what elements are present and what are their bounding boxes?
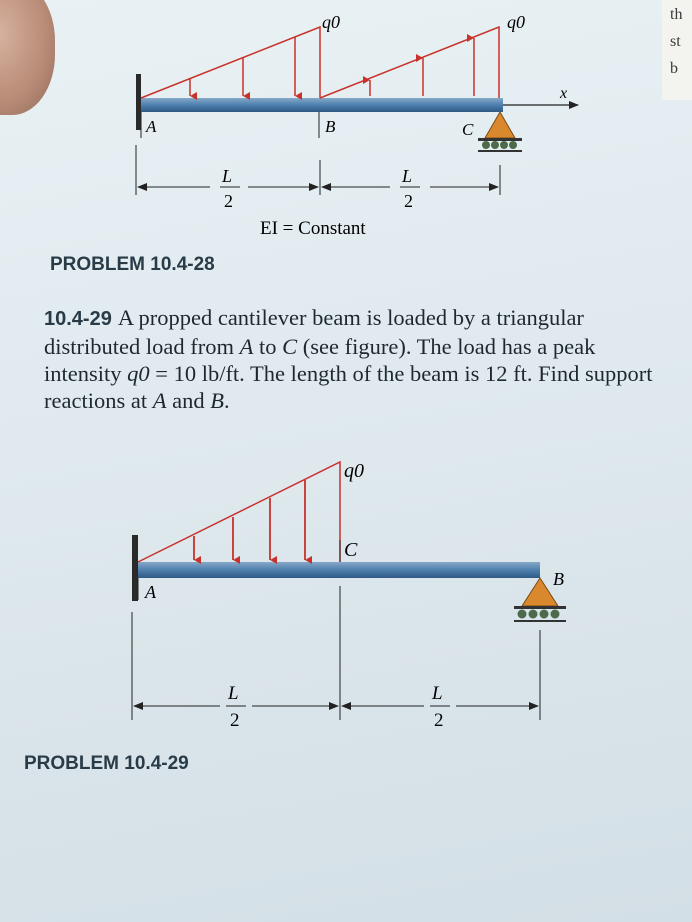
support-base (478, 138, 522, 141)
dim-label-l: L (222, 166, 233, 186)
point-label-a: A (145, 582, 156, 602)
edge-text-1: th (670, 6, 683, 23)
roller-icon (529, 610, 538, 619)
var-a: A (239, 334, 254, 359)
statement-text: to (253, 334, 283, 359)
problem-number: 10.4-29 (44, 308, 112, 330)
point-label-a: A (146, 117, 157, 136)
edge-text-2: st (670, 33, 681, 50)
roller-icon (540, 610, 549, 619)
var-a: A (152, 388, 167, 413)
roller-icon (500, 141, 508, 149)
fixed-wall-a (132, 535, 138, 601)
problem-29-label: PROBLEM 10.4-29 (24, 753, 189, 774)
roller-icon (509, 141, 517, 149)
statement-text: A propped cantilever beam is loaded by a triangular distributed load from (44, 305, 584, 359)
edge-text-3: b (670, 60, 678, 77)
var-q0: q0 (127, 361, 150, 386)
point-label-b: B (325, 117, 336, 136)
ei-constant-label: EI = Constant (260, 218, 366, 239)
load-triangle (138, 462, 340, 562)
problem-29-statement (44, 304, 664, 414)
support-ground (478, 150, 522, 152)
point-label-c: C (462, 120, 474, 139)
load-label-q0-right: q0 (507, 12, 525, 32)
dim-label-2: 2 (230, 710, 240, 731)
statement-text: . (223, 388, 230, 413)
statement-text: = 10 lb/ft. The length of the beam is 12 ft. Find support reactions at (44, 361, 653, 413)
point-label-b: B (553, 569, 564, 589)
load-label-q0-left: q0 (322, 12, 340, 32)
fixed-wall-a (136, 74, 141, 130)
support-base (514, 606, 566, 609)
roller-icon (491, 141, 499, 149)
dim-label-2: 2 (434, 710, 444, 731)
load-triangle-left (141, 27, 320, 98)
dim-label-2: 2 (404, 191, 413, 211)
roller-icon (482, 141, 490, 149)
load-triangle-right (320, 27, 499, 98)
var-c: C (282, 334, 298, 359)
roller-icon (518, 610, 527, 619)
statement-text: (see figure). The load has a peak intensity (44, 334, 596, 386)
load-label-q0: q0 (344, 460, 364, 482)
pin-support-c (485, 112, 515, 138)
point-label-c: C (344, 539, 358, 561)
beam-bottom (138, 562, 540, 578)
roller-icon (551, 610, 560, 619)
support-ground (514, 620, 566, 622)
dim-label-l: L (228, 683, 239, 704)
statement-text: and (166, 388, 211, 413)
dim-label-2: 2 (224, 191, 233, 211)
dim-label-l: L (402, 166, 413, 186)
axis-label-x: x (560, 85, 568, 102)
problem-28-label: PROBLEM 10.4-28 (50, 254, 215, 275)
dim-label-l: L (432, 683, 443, 704)
beam-top (141, 98, 503, 112)
var-b: B (210, 388, 224, 413)
